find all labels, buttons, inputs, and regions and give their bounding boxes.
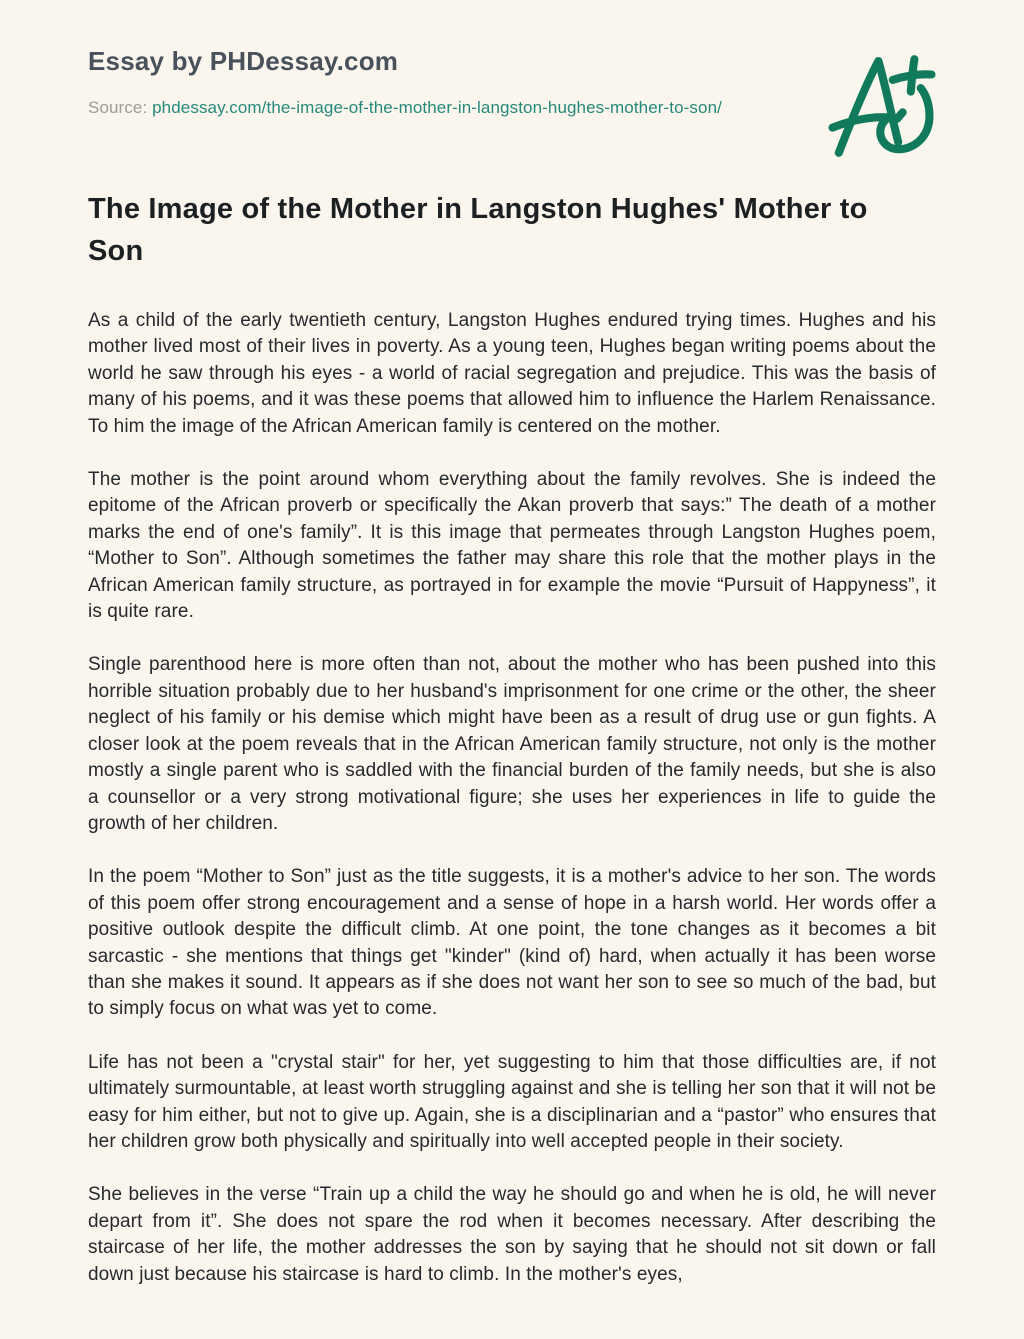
essay-paragraph: She believes in the verse “Train up a child the way he should go and when he is old, he will never depart from it”. She does not spare the rod when it becomes necessary. After describing the staircase of her life, the mother addresses the son by saying that he should not sit down or fall down just because his staircase is hard to climb. In the mother's eyes, (88, 1184, 936, 1285)
source-label: Source: (88, 98, 148, 117)
essay-paragraph: As a child of the early twentieth century, Langston Hughes endured trying times. Hughes and his mother lived most of their lives in poverty. As a young teen, Hughes began writing poems about the world he saw through his eyes - a world of racial segregation and prejudice. This was the basis of many of his poems, and it was these poems that allowed him to influence the Harlem Renaissance. To him the image of the African American family is centered on the mother. (88, 310, 936, 437)
source-url-link[interactable]: phdessay.com/the-image-of-the-mother-in-langston-hughes-mother-to-son/ (152, 98, 722, 117)
essay-paragraph: In the poem “Mother to Son” just as the title suggests, it is a mother's advice to her son. The words of this poem offer strong encouragement and a sense of hope in a harsh world. Her words offer a positive outlook despite the difficult climb. At one point, the tone changes as it becomes a bit sarcastic - she mentions that things get "kinder" (kind of) hard, when actually it has been worse than she makes it sound. It appears as if she does not want her son to see so much of the bad, but to simply focus on what was yet to come. (88, 866, 936, 1020)
article-title: The Image of the Mother in Langston Hughes' Mother to Son (88, 193, 868, 267)
essay-paragraph: The mother is the point around whom everything about the family revolves. She is indeed the epitome of the African proverb or specifically the Akan proverb that says:” The death of a mother marks the end of one's family”. It is this image that permeates through Langston Hughes poem, “Mother to Son”. Although sometimes the father may share this role that the mother plays in the African American family structure, as portrayed in for example the movie “Pursuit of Happyness”, it is quite rare. (88, 469, 936, 623)
brand-title: Essay by PHDessay.com (88, 46, 399, 76)
source-line (88, 98, 936, 118)
a-plus-logo-icon (828, 52, 936, 160)
page-header (88, 46, 936, 118)
essay-paragraph: Life has not been a "crystal stair" for her, yet suggesting to him that those difficulties are, if not ultimately surmountable, at least worth struggling against and she is telling her son that it will not be easy for him either, but not to give up. Again, she is a disciplinarian and a “pastor” who ensures that her children grow both physically and spiritually into well accepted people in their society. (88, 1051, 936, 1152)
essay-paragraph: Single parenthood here is more often than not, about the mother who has been pushed into this horrible situation probably due to her husband's imprisonment for one crime or the other, the sheer neglect of his family or his demise which might have been as a result of drug use or gun fights. A closer look at the poem reveals that in the African American family structure, not only is the mother mostly a single parent who is saddled with the financial burden of the family needs, but she is also a counsellor or a very strong motivational figure; she uses her experiences in life to guide the growth of her children. (88, 654, 936, 834)
essay-body (88, 308, 936, 1288)
